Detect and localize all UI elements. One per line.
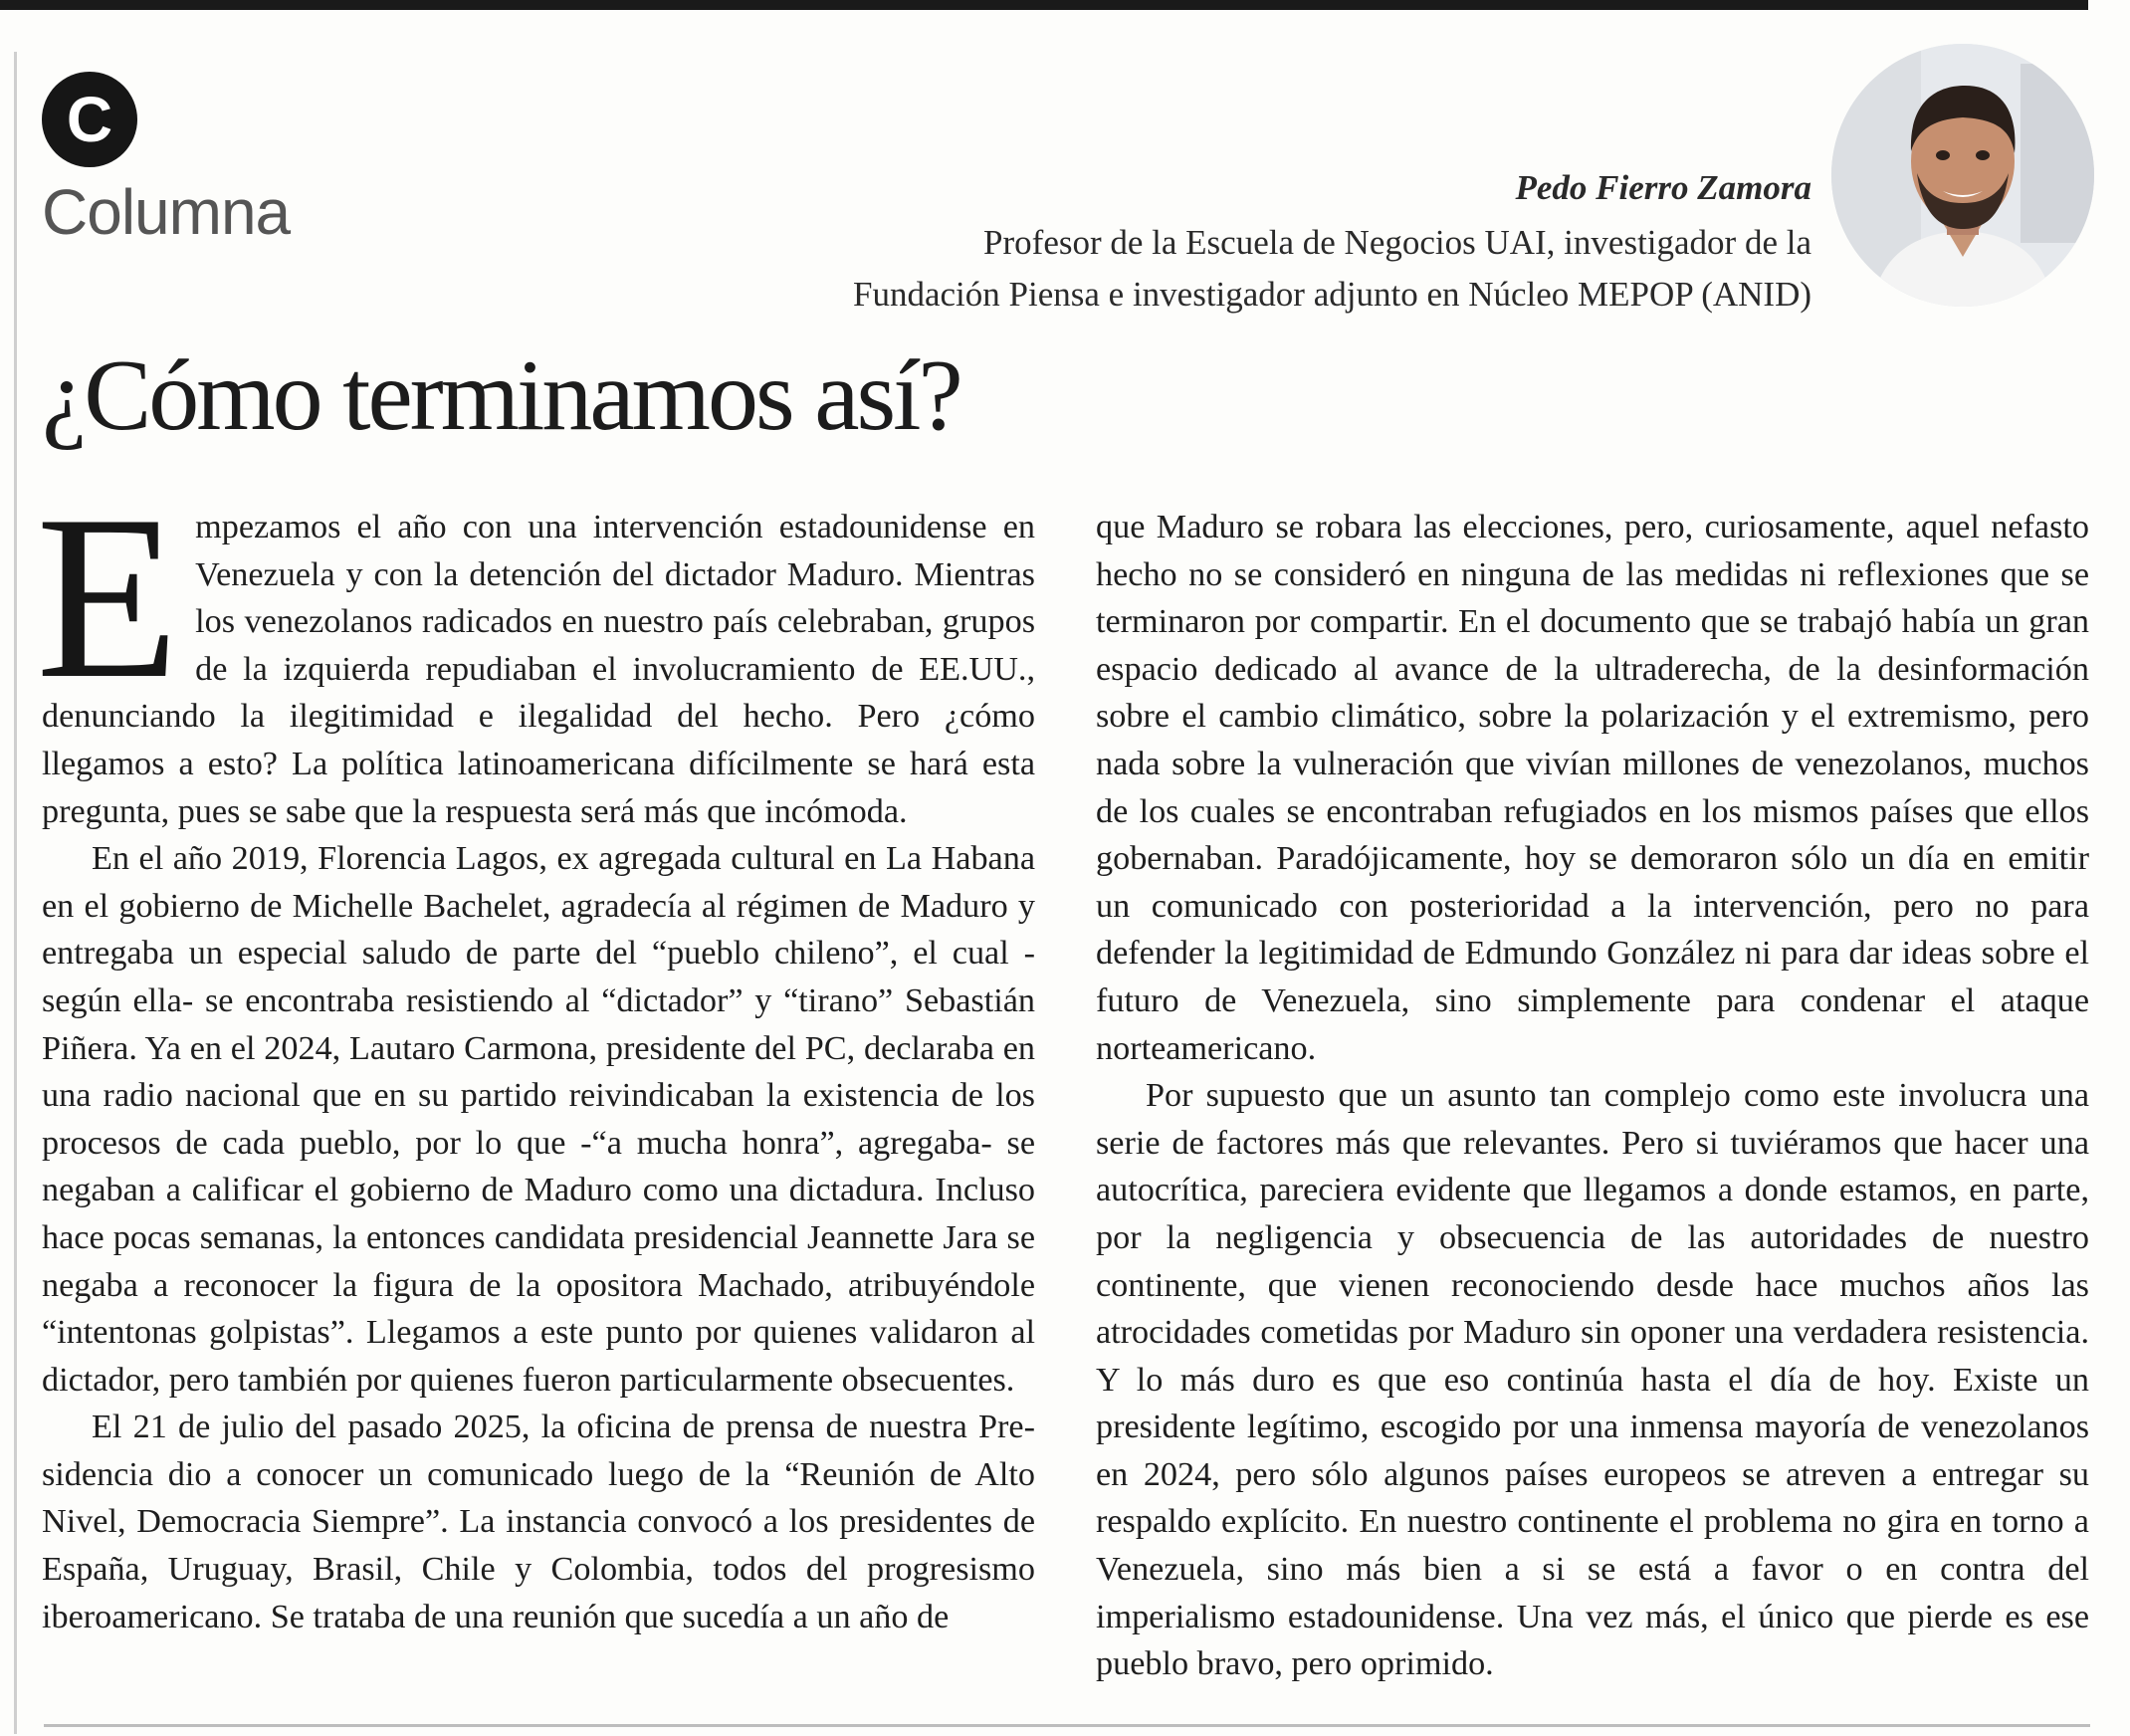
author-name: Pedo Fierro Zamora — [1515, 168, 1811, 207]
left-rule — [14, 52, 17, 1734]
author-photo — [1831, 44, 2094, 307]
author-bio-line: Fundación Piensa e investigador adjunto en Núcleo MEPOP (ANID) — [853, 275, 1811, 314]
drop-cap: E — [36, 468, 180, 728]
article-paragraph: En el año 2019, Florencia Lagos, ex agregada cultural en La Habana en el gobierno de Michelle Bachelet, agradecía al régimen de Maduro y entregaba un especial saludo de parte del “pueblo chileno”, el cual -según ella- se encontraba resistiendo al “dictador” y “tirano” Sebastián Piñera. Ya en el 2024, Lautaro Carmona, presidente del PC, declaraba en una radio nacional que en su partido reivindicaban la existencia de los procesos de cada pueblo, por lo que -“a mucha honra”, agregaba- se negaban a calificar el gobierno de Maduro como una dictadura. Incluso hace pocas semanas, la entonces candidata presidencial Jeannette Jara se negaba a reconocer la figura de la opositora Machado, atribuyéndole “intentonas golpistas”. Llegamos a este punto por quienes validaron al dictador, pero también por quienes fueron particularmente obsecuentes. — [42, 840, 1035, 1399]
article-paragraph: Por supuesto que un asunto tan complejo como este involucra una serie de factores más que relevantes. Pero si tuviéramos que hacer una autocrítica, pareciera evidente que llegamos a donde estamos, en parte, por la negligencia y obsecuencia de las autoridades de nuestro continente, que vienen reconociendo desde hace muchos años las atrocidades cometidas por Maduro sin oponer una verdadera resistencia. Y lo más duro es que eso continúa hasta el día de hoy. Existe un presidente legítimo, escogido por una inmensa mayoría de venezolanos en 2024, pero sólo algunos países europeos se atreven a entregar su respaldo explícito. En nuestro continente el problema no gira en torno a Venezuela, sino más bien a si se está a favor o en contra del imperialismo estadounidense. Una vez más, el único que pierde es ese pueblo bravo, pero oprimido. — [1096, 1077, 2089, 1683]
article-paragraph: El 21 de julio del pasado 2025, la oficina de prensa de nuestra Presidencia dio a conocer un comunicado luego de la “Reunión de Alto Nivel, Democracia Siempre”. La instancia convocó a los presidentes de España, Uruguay, Brasil, Chile y Colombia, todos del progresismo iberoamericano. Se trataba de una reunión que sucedía a un año de — [42, 1409, 1035, 1635]
author-bio — [518, 217, 1811, 321]
author-bio-line: Profesor de la Escuela de Negocios UAI, investigador de la — [983, 223, 1811, 262]
badge-letter: C — [66, 84, 113, 155]
author-portrait-icon — [1831, 44, 2094, 307]
article-paragraph: que Maduro se robara las elecciones, pero, curiosamente, aquel nefasto hecho no se consideró en ninguna de las medidas ni reflexiones que se terminaron por compartir. En el documento que se trabajó había un gran espacio dedicado al avance de la ultraderecha, de la desinformación sobre el cambio climático, sobre la polarización y el extremismo, pero nada sobre la vulneración que vivían millones de venezolanos, muchos de los cuales se encontraban refugiados en los mismos países que ellos gobernaban. Paradójicamente, hoy se demoraron sólo un día en emitir un comunicado con posterioridad a la intervención, pero no para defender la legitimidad de Edmundo González ni para dar ideas sobre el futuro de Venezuela, sino simplemente para condenar el ataque norteamericano. — [1096, 509, 2089, 1067]
paragraph-text: mpezamos el año con una intervención estadounidense en Venezuela y con la detención del dictador Maduro. Mientras los venezolanos radicados en nuestro país celebraban, grupos de la izquierda repudiaban el involucramiento de EE.UU., denunciando la ilegitimidad e ilegalidad del hecho. Pero ¿cómo llegamos a esto? La política latinoamericana difícilmente se hará esta pregunta, pues se sabe que la respuesta será más que incómoda. — [42, 509, 1035, 830]
top-rule — [0, 0, 2088, 10]
section-badge — [42, 72, 137, 167]
article-paragraph — [36, 468, 1035, 835]
author-block — [518, 165, 1811, 321]
article-column-right — [1096, 504, 2089, 1688]
article-headline: ¿Cómo terminamos así? — [42, 339, 960, 452]
article-column-left — [36, 468, 1035, 1640]
bottom-rule — [44, 1724, 2090, 1727]
section-label: Columna — [42, 176, 291, 248]
